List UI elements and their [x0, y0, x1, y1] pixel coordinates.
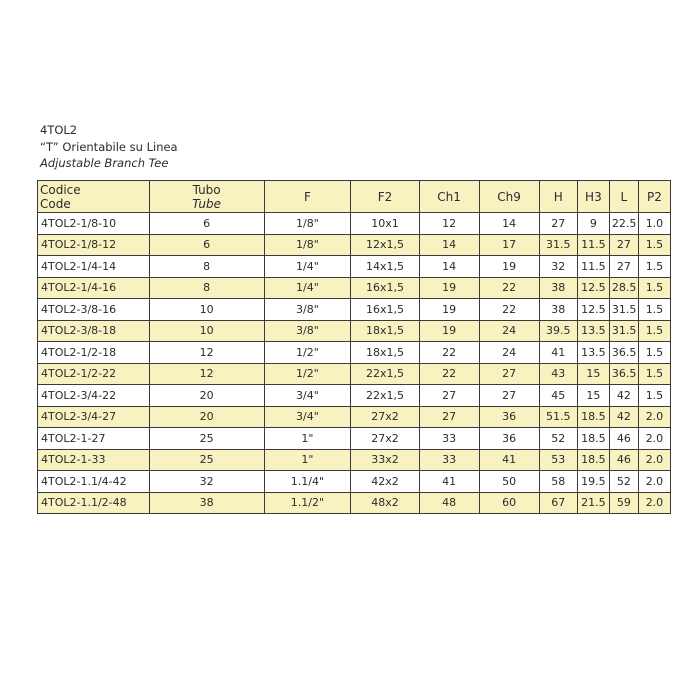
cell-tube: 20	[149, 406, 264, 428]
cell-l: 36.5	[609, 342, 638, 364]
cell-ch1: 27	[419, 406, 479, 428]
cell-h3: 15	[577, 385, 609, 407]
cell-h: 67	[539, 492, 577, 514]
cell-code: 4TOL2-1.1/2-48	[38, 492, 150, 514]
cell-f2: 18x1,5	[351, 320, 419, 342]
table-row	[38, 492, 671, 514]
cell-ch1: 22	[419, 363, 479, 385]
cell-p2: 1.5	[638, 320, 670, 342]
table-body	[38, 213, 671, 514]
cell-f: 3/4"	[264, 406, 351, 428]
cell-ch1: 19	[419, 299, 479, 321]
cell-h3: 19.5	[577, 471, 609, 493]
cell-code: 4TOL2-1/2-22	[38, 363, 150, 385]
header-code-en: Code	[40, 196, 71, 211]
cell-f: 1/8"	[264, 213, 351, 235]
cell-l: 46	[609, 428, 638, 450]
cell-ch1: 19	[419, 277, 479, 299]
header-ch1: Ch1	[419, 181, 479, 213]
cell-tube: 6	[149, 234, 264, 256]
header-code	[38, 181, 150, 213]
cell-tube: 12	[149, 342, 264, 364]
cell-p2: 1.5	[638, 299, 670, 321]
cell-tube: 6	[149, 213, 264, 235]
cell-l: 42	[609, 406, 638, 428]
cell-ch9: 27	[479, 363, 539, 385]
cell-code: 4TOL2-1.1/4-42	[38, 471, 150, 493]
cell-f: 1.1/2"	[264, 492, 351, 514]
cell-ch1: 14	[419, 234, 479, 256]
cell-f2: 12x1,5	[351, 234, 419, 256]
table-row	[38, 234, 671, 256]
cell-ch9: 24	[479, 320, 539, 342]
cell-ch1: 19	[419, 320, 479, 342]
cell-p2: 2.0	[638, 492, 670, 514]
cell-f2: 42x2	[351, 471, 419, 493]
cell-f2: 16x1,5	[351, 277, 419, 299]
table-row	[38, 256, 671, 278]
cell-p2: 1.5	[638, 277, 670, 299]
table-row	[38, 428, 671, 450]
table-row	[38, 299, 671, 321]
cell-h3: 18.5	[577, 406, 609, 428]
cell-l: 31.5	[609, 320, 638, 342]
specification-table	[37, 180, 671, 514]
cell-h: 41	[539, 342, 577, 364]
cell-p2: 1.0	[638, 213, 670, 235]
cell-code: 4TOL2-1/8-12	[38, 234, 150, 256]
cell-ch9: 17	[479, 234, 539, 256]
cell-l: 59	[609, 492, 638, 514]
cell-h3: 11.5	[577, 234, 609, 256]
cell-f: 1/4"	[264, 256, 351, 278]
cell-tube: 8	[149, 256, 264, 278]
cell-l: 52	[609, 471, 638, 493]
cell-code: 4TOL2-1/4-14	[38, 256, 150, 278]
cell-f: 3/4"	[264, 385, 351, 407]
cell-h3: 18.5	[577, 428, 609, 450]
cell-ch9: 50	[479, 471, 539, 493]
cell-h3: 15	[577, 363, 609, 385]
table-row	[38, 385, 671, 407]
cell-f: 1"	[264, 449, 351, 471]
cell-l: 31.5	[609, 299, 638, 321]
cell-code: 4TOL2-1/4-16	[38, 277, 150, 299]
cell-l: 27	[609, 234, 638, 256]
cell-f: 1"	[264, 428, 351, 450]
table-row	[38, 320, 671, 342]
table-row	[38, 363, 671, 385]
header-h3: H3	[577, 181, 609, 213]
cell-ch9: 22	[479, 277, 539, 299]
cell-f2: 10x1	[351, 213, 419, 235]
cell-p2: 1.5	[638, 256, 670, 278]
table-row	[38, 406, 671, 428]
header-f: F	[264, 181, 351, 213]
cell-h: 32	[539, 256, 577, 278]
cell-l: 22.5	[609, 213, 638, 235]
title-italian: “T” Orientabile su Linea	[40, 139, 178, 154]
cell-ch9: 41	[479, 449, 539, 471]
cell-tube: 38	[149, 492, 264, 514]
cell-f2: 16x1,5	[351, 299, 419, 321]
cell-h: 52	[539, 428, 577, 450]
cell-tube: 32	[149, 471, 264, 493]
cell-p2: 2.0	[638, 449, 670, 471]
cell-l: 28.5	[609, 277, 638, 299]
cell-l: 36.5	[609, 363, 638, 385]
cell-f2: 22x1,5	[351, 385, 419, 407]
cell-f: 1.1/4"	[264, 471, 351, 493]
cell-h3: 21.5	[577, 492, 609, 514]
cell-code: 4TOL2-1/8-10	[38, 213, 150, 235]
cell-f: 1/4"	[264, 277, 351, 299]
cell-h3: 12.5	[577, 277, 609, 299]
cell-tube: 10	[149, 320, 264, 342]
cell-tube: 25	[149, 449, 264, 471]
table-row	[38, 277, 671, 299]
table-row	[38, 213, 671, 235]
cell-f2: 14x1,5	[351, 256, 419, 278]
table-header-row	[38, 181, 671, 213]
header-tube-en: Tube	[192, 196, 221, 211]
cell-ch1: 33	[419, 449, 479, 471]
cell-h: 58	[539, 471, 577, 493]
table-row	[38, 449, 671, 471]
cell-f2: 27x2	[351, 428, 419, 450]
table-row	[38, 471, 671, 493]
cell-tube: 10	[149, 299, 264, 321]
cell-ch9: 22	[479, 299, 539, 321]
cell-ch9: 36	[479, 406, 539, 428]
cell-tube: 8	[149, 277, 264, 299]
header-p2: P2	[638, 181, 670, 213]
cell-tube: 25	[149, 428, 264, 450]
cell-p2: 2.0	[638, 428, 670, 450]
cell-ch1: 22	[419, 342, 479, 364]
cell-p2: 2.0	[638, 406, 670, 428]
cell-code: 4TOL2-1/2-18	[38, 342, 150, 364]
cell-ch9: 36	[479, 428, 539, 450]
cell-h: 38	[539, 299, 577, 321]
header-f2: F2	[351, 181, 419, 213]
title-english: Adjustable Branch Tee	[40, 156, 169, 170]
cell-p2: 1.5	[638, 342, 670, 364]
header-code-it: Codice	[40, 182, 81, 197]
cell-h: 31.5	[539, 234, 577, 256]
document-heading	[40, 122, 178, 172]
header-l: L	[609, 181, 638, 213]
cell-tube: 20	[149, 385, 264, 407]
cell-f: 1/8"	[264, 234, 351, 256]
cell-p2: 1.5	[638, 363, 670, 385]
cell-h3: 12.5	[577, 299, 609, 321]
cell-ch1: 48	[419, 492, 479, 514]
cell-h: 38	[539, 277, 577, 299]
cell-l: 27	[609, 256, 638, 278]
cell-ch9: 14	[479, 213, 539, 235]
cell-ch1: 14	[419, 256, 479, 278]
header-ch9: Ch9	[479, 181, 539, 213]
cell-ch1: 41	[419, 471, 479, 493]
cell-f2: 18x1,5	[351, 342, 419, 364]
cell-code: 4TOL2-1-33	[38, 449, 150, 471]
cell-ch1: 12	[419, 213, 479, 235]
cell-h: 43	[539, 363, 577, 385]
header-tube-it: Tubo	[192, 182, 221, 197]
cell-h: 53	[539, 449, 577, 471]
cell-h: 45	[539, 385, 577, 407]
cell-ch9: 27	[479, 385, 539, 407]
cell-h3: 13.5	[577, 320, 609, 342]
cell-h3: 9	[577, 213, 609, 235]
cell-ch9: 60	[479, 492, 539, 514]
cell-h3: 11.5	[577, 256, 609, 278]
header-h: H	[539, 181, 577, 213]
cell-p2: 2.0	[638, 471, 670, 493]
header-tube	[149, 181, 264, 213]
cell-h: 39.5	[539, 320, 577, 342]
cell-code: 4TOL2-1-27	[38, 428, 150, 450]
cell-f: 1/2"	[264, 342, 351, 364]
cell-code: 4TOL2-3/4-27	[38, 406, 150, 428]
cell-h: 27	[539, 213, 577, 235]
cell-code: 4TOL2-3/4-22	[38, 385, 150, 407]
cell-code: 4TOL2-3/8-16	[38, 299, 150, 321]
cell-ch9: 24	[479, 342, 539, 364]
cell-l: 42	[609, 385, 638, 407]
cell-f2: 22x1,5	[351, 363, 419, 385]
product-code: 4TOL2	[40, 123, 78, 137]
cell-ch1: 27	[419, 385, 479, 407]
cell-f: 1/2"	[264, 363, 351, 385]
cell-f2: 48x2	[351, 492, 419, 514]
cell-p2: 1.5	[638, 234, 670, 256]
cell-tube: 12	[149, 363, 264, 385]
cell-p2: 1.5	[638, 385, 670, 407]
table-row	[38, 342, 671, 364]
cell-h3: 13.5	[577, 342, 609, 364]
cell-ch1: 33	[419, 428, 479, 450]
cell-h3: 18.5	[577, 449, 609, 471]
cell-code: 4TOL2-3/8-18	[38, 320, 150, 342]
cell-ch9: 19	[479, 256, 539, 278]
cell-f: 3/8"	[264, 320, 351, 342]
cell-f2: 27x2	[351, 406, 419, 428]
cell-f2: 33x2	[351, 449, 419, 471]
cell-h: 51.5	[539, 406, 577, 428]
cell-f: 3/8"	[264, 299, 351, 321]
cell-l: 46	[609, 449, 638, 471]
